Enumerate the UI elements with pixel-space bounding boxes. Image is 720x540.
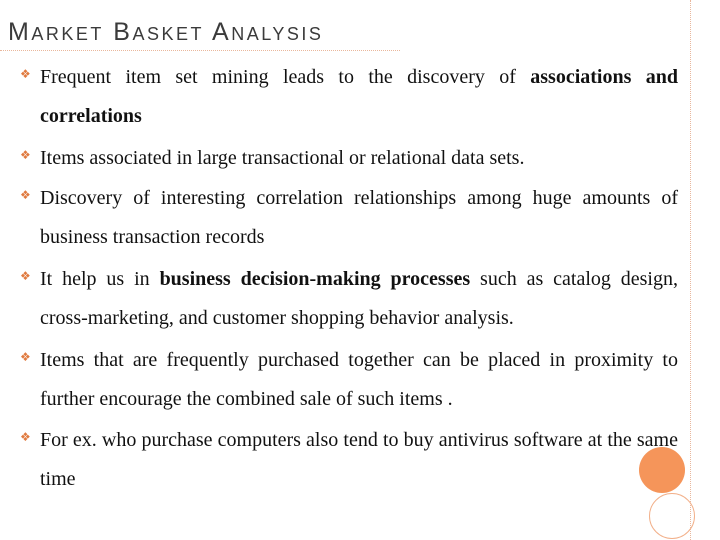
decorative-vertical-rule	[690, 0, 691, 540]
bullet-text	[40, 421, 678, 499]
bullet-text-bold: business decision-making processes	[159, 268, 471, 290]
bullet-text-run: such as catalog design, cross-marketing, and customer shopping behavior analysis.	[40, 268, 678, 329]
bullet-mark-icon: ❖	[20, 67, 31, 81]
bullet-mark-icon: ❖	[20, 430, 31, 444]
bullet-mark-icon: ❖	[20, 350, 31, 364]
slide-title: Market Basket Analysis	[8, 18, 324, 46]
bullet-text-bold: associations and correlations	[40, 66, 678, 127]
decorative-title-rule	[0, 50, 400, 51]
bullet-text-run: Frequent item set mining leads to the discovery of	[40, 66, 531, 88]
bullet-text-run: Items associated in large transactional or relational data sets.	[40, 147, 525, 169]
bullet-mark-icon: ❖	[20, 148, 31, 162]
bullet-text-run: For ex. who purchase computers also tend to buy antivirus software at the same time	[40, 429, 678, 490]
bullet-text-run: It help us in	[40, 268, 160, 290]
decorative-outline-circle	[649, 493, 695, 539]
bullet-mark-icon: ❖	[20, 188, 31, 202]
bullet-text	[40, 179, 678, 257]
bullet-mark-icon: ❖	[20, 269, 31, 283]
bullet-text	[40, 260, 678, 338]
bullet-text-run: Items that are frequently purchased together can be placed in proximity to further encourage the combined sale of such items .	[40, 349, 678, 410]
bullet-text	[40, 58, 678, 136]
bullet-text-run: Discovery of interesting correlation relationships among huge amounts of business transaction records	[40, 187, 678, 248]
bullet-text	[40, 139, 678, 178]
bullet-text	[40, 341, 678, 419]
